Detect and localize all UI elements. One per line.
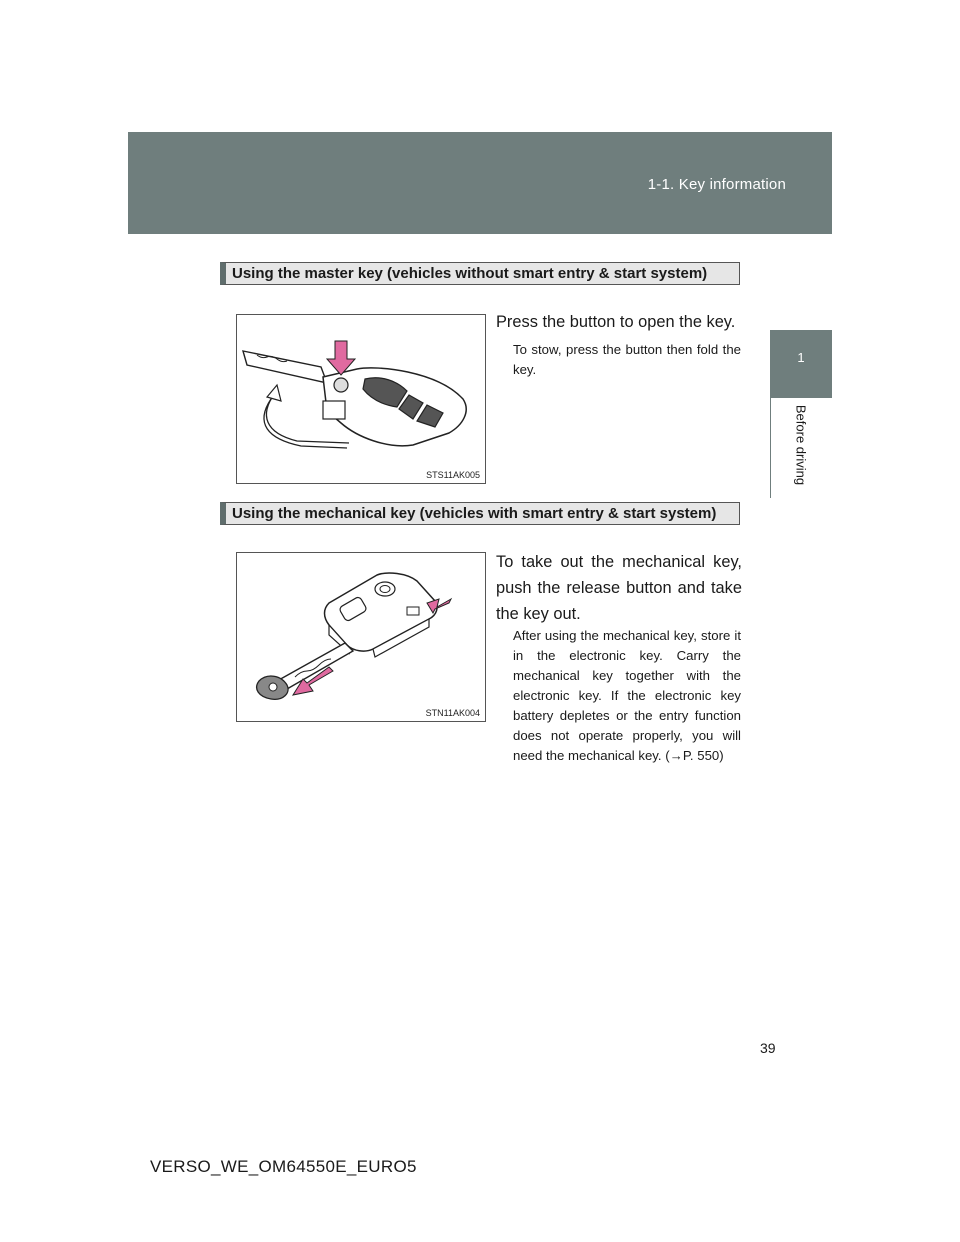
smart-key-illustration xyxy=(237,553,485,721)
figure-code: STS11AK005 xyxy=(426,470,480,480)
note-stow-key: To stow, press the button then fold the key. xyxy=(513,342,741,377)
header-band xyxy=(128,132,832,234)
figure-master-key xyxy=(236,314,486,484)
flip-key-illustration xyxy=(237,315,485,483)
page-number: 39 xyxy=(760,1040,776,1056)
figure-mechanical-key xyxy=(236,552,486,722)
instruction-open-key: Press the button to open the key. xyxy=(496,313,736,331)
chapter-number: 1 xyxy=(797,350,805,365)
document-code: VERSO_WE_OM64550E_EURO5 xyxy=(150,1157,417,1176)
section-heading-mechanical-key: Using the mechanical key (vehicles with smart entry & start system) xyxy=(220,502,740,525)
instruction-remove-key: To take out the mechanical key, push the release button and take the key out. xyxy=(496,553,742,623)
chapter-label: Before driving xyxy=(793,404,809,486)
note-store-key: After using the mechanical key, store it in the electronic key. Carry the mechanical key together with the electronic key. If the electronic key battery depletes or the entry function does not operate properly, you will need the mechanical key. (→P. 550) xyxy=(513,628,741,763)
section-heading-master-key: Using the master key (vehicles without smart entry & start system) xyxy=(220,262,740,285)
figure-code: STN11AK004 xyxy=(425,708,480,718)
chapter-divider xyxy=(770,398,771,498)
section-title: 1-1. Key information xyxy=(647,176,786,193)
chapter-tab xyxy=(770,330,832,398)
